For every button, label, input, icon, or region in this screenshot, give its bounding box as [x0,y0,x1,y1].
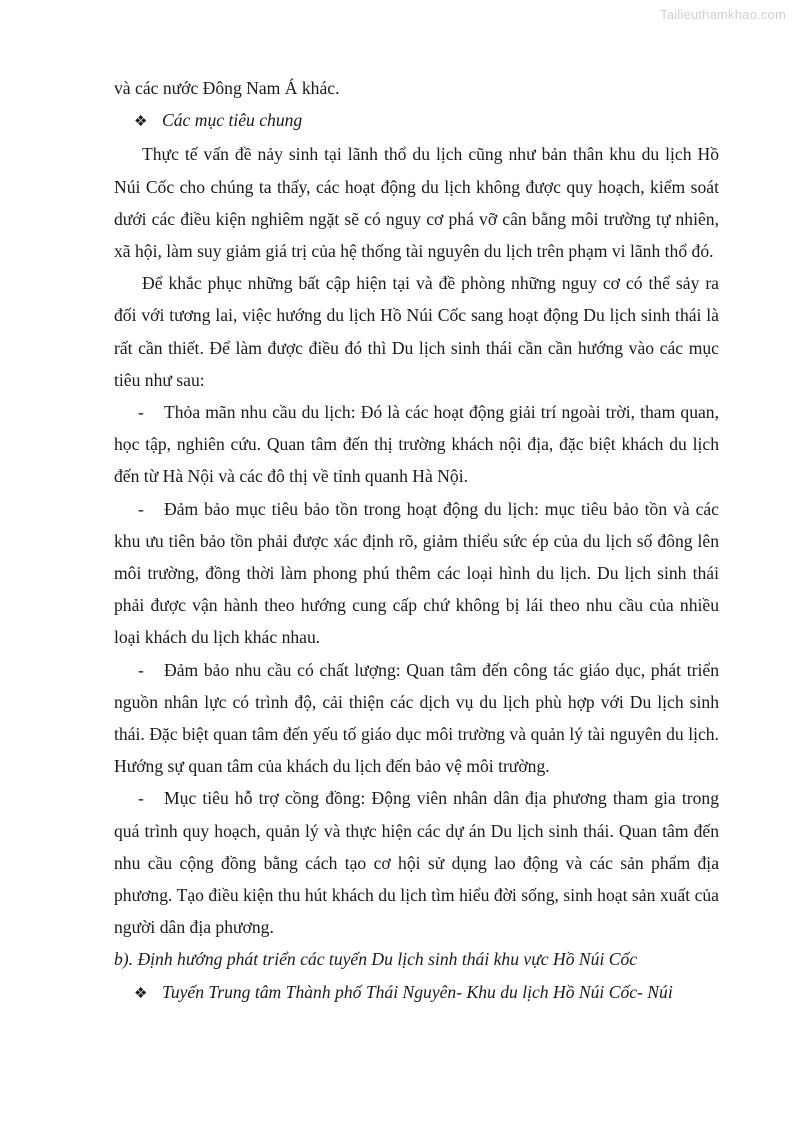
goal-text-3: Đảm bảo nhu cầu có chất lượng: Quan tâm đến công tác giáo dục, phát triển nguồn nhân lực có trình độ, cải thiện các dịch vụ du lịch phù hợp với Du lịch sinh thái. Đặc biệt quan tâm đến yếu tố giáo dục môi trường và quản lý tài nguyên du lịch. Hướng sự quan tâm của khách du lịch đến bảo vệ môi trường. [114,659,719,777]
route-bullet [114,976,719,1010]
section-general-goals-title: Các mục tiêu chung [162,110,303,131]
continuation-line: và các nước Đông Nam Á khác. [114,78,340,98]
goal-item-3 [114,654,719,783]
diamond-bullet-icon: ❖ [134,114,148,131]
diamond-bullet-icon: ❖ [134,985,148,1002]
goal-text-1: Thỏa mãn nhu cầu du lịch: Đó là các hoạt động giải trí ngoài trời, tham quan, học tập, nghiên cứu. Quan tâm đến thị trường khách nội địa, đặc biệt khách du lịch đến từ Hà Nội và các đô thị về tỉnh quanh Hà Nội. [114,402,719,487]
goal-text-2: Đảm bảo mục tiêu bảo tồn trong hoạt động du lịch: mục tiêu bảo tồn và các khu ưu tiên bảo tồn phải được xác định rõ, giảm thiểu sức ép của du lịch số đông lên môi trường, đồng thời làm phong phú thêm các loại hình du lịch. Du lịch sinh thái phải được vận hành theo hướng cung cấp chứ không bị lái theo nhu cầu của nhiều loại khách du lịch khác nhau. [114,498,719,648]
paragraph-1: Thực tế vấn đề nảy sinh tại lãnh thổ du lịch cũng như bản thân khu du lịch Hồ Núi Cốc cho chúng ta thấy, các hoạt động du lịch không được quy hoạch, kiểm soát dưới các điều kiện nghiêm ngặt sẽ có nguy cơ phá vỡ cân bằng môi trường tự nhiên, xã hội, làm suy giảm giá trị của hệ thống tài nguyên du lịch trên phạm vi lãnh thổ đó. [114,144,719,262]
dash-mark: - [138,659,144,680]
document-page [114,72,719,1010]
heading-section-b: b). Định hướng phát triển các tuyến Du lịch sinh thái khu vực Hồ Núi Cốc [114,949,638,970]
paragraph-2: Để khắc phục những bất cập hiện tại và đề phòng những nguy cơ có thể sảy ra đối với tương lai, việc hướng du lịch Hồ Núi Cốc sang hoạt động Du lịch sinh thái là rất cần thiết. Để làm được điều đó thì Du lịch sinh thái cần cần hướng vào các mục tiêu như sau: [114,273,719,390]
goal-item-4 [114,782,719,943]
section-general-goals [114,104,719,138]
goal-item-2 [114,493,719,654]
route-bullet-title: Tuyến Trung tâm Thành phố Thái Nguyên- Khu du lịch Hồ Núi Cốc- Núi [162,981,673,1002]
goal-item-1 [114,396,719,493]
goal-text-4: Mục tiêu hỗ trợ cồng đồng: Động viên nhân dân địa phương tham gia trong quá trình quy hoạch, quản lý và thực hiện các dự án Du lịch sinh thái. Quan tâm đến nhu cầu cộng đồng bằng cách tạo cơ hội sử dụng lao động và các sản phẩm địa phương. Tạo điều kiện thu hút khách du lịch tìm hiểu đời sống, sinh hoạt sản xuất của người dân địa phương. [114,788,719,938]
watermark-text: Tailieuthamkhao.com [660,7,786,22]
dash-mark: - [138,402,144,423]
dash-mark: - [138,788,144,809]
dash-mark: - [138,498,144,519]
